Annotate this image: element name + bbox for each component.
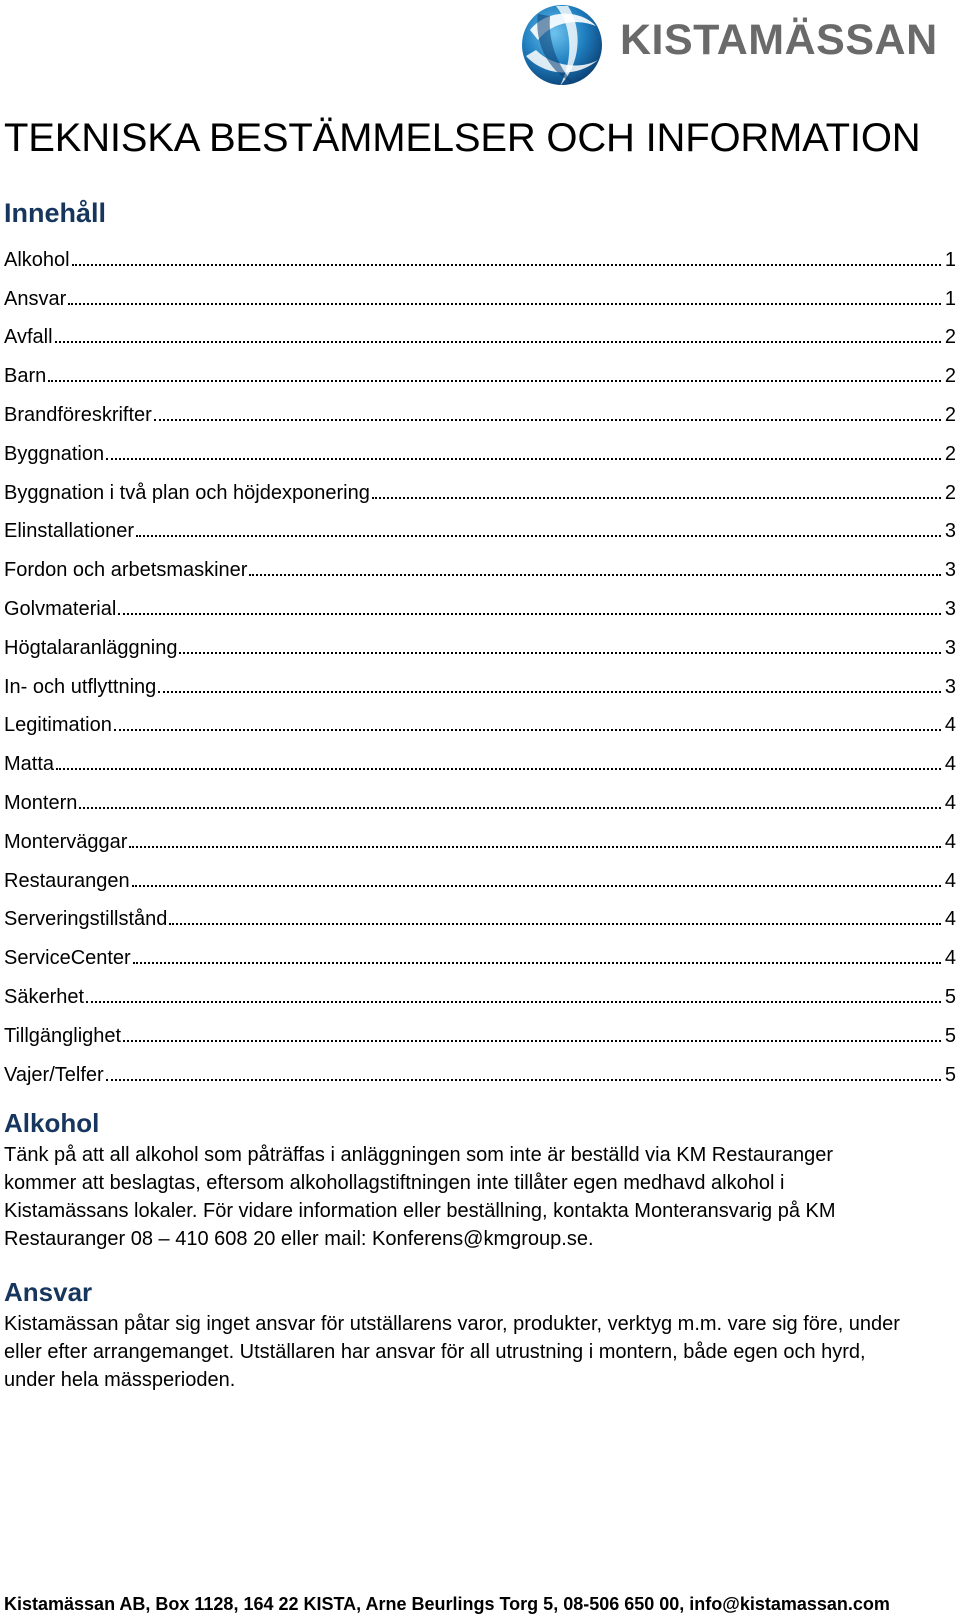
toc-entry-page: 4 [944,753,956,776]
toc-heading: Innehåll [4,198,107,228]
toc-entry-page: 1 [944,248,956,271]
toc-entry-label: Avfall [4,326,53,349]
toc-entry-label: Monterväggar [4,830,128,853]
toc-dot-leader [154,419,941,421]
logo-wordmark: KISTAMÄSSAN [620,16,938,64]
toc-entry[interactable] [4,971,956,1010]
toc-entry-page: 2 [944,365,956,388]
toc-entry[interactable] [4,389,956,428]
toc-entry-page: 5 [944,1024,956,1047]
toc-entry-label: Elinstallationer [4,520,135,543]
toc-entry[interactable] [4,428,956,467]
toc-entry-label: Ansvar [4,287,67,310]
text-line: Kistamässan påtar sig inget ansvar för utställarens varor, produkter, verktyg m.m. vare sig före, under [4,1313,900,1335]
toc-dot-leader [106,1079,941,1081]
toc-entry-page: 5 [944,985,956,1008]
page-footer: Kistamässan AB, Box 1128, 164 22 KISTA, Arne Beurlings Torg 5, 08-506 650 00, info@kistamassan.com [4,1594,890,1614]
toc-entry-label: ServiceCenter [4,947,131,970]
toc-entry-label: Alkohol [4,248,70,271]
toc-entry[interactable] [4,506,956,545]
toc-dot-leader [158,691,941,693]
toc-entry[interactable] [4,738,956,777]
toc-dot-leader [106,458,941,460]
toc-entry-page: 4 [944,714,956,737]
text-line: under hela mässperioden. [4,1369,236,1391]
text-line: Kistamässans lokaler. För vidare information eller beställning, kontakta Monteransvarig på KM [4,1200,836,1222]
toc-entry-label: Legitimation [4,714,112,737]
toc-entry[interactable] [4,700,956,739]
toc-entry-label: Fordon och arbetsmaskiner [4,559,248,582]
section-heading-ansvar: Ansvar [4,1277,93,1307]
toc-dot-leader [132,885,941,887]
toc-entry-page: 4 [944,791,956,814]
section-text-ansvar [4,1310,956,1394]
toc-dot-leader [133,962,941,964]
toc-entry-page: 2 [944,481,956,504]
toc-entry-page: 3 [944,559,956,582]
kistamassan-swirl-icon [516,0,608,90]
toc-entry[interactable] [4,467,956,506]
toc-dot-leader [179,652,940,654]
table-of-contents [4,234,956,1088]
toc-entry-page: 2 [944,442,956,465]
toc-entry[interactable] [4,273,956,312]
toc-entry-label: Restaurangen [4,869,130,892]
toc-entry-page: 1 [944,287,956,310]
toc-entry[interactable] [4,312,956,351]
toc-entry-label: Matta [4,753,55,776]
toc-dot-leader [129,846,940,848]
toc-entry-page: 5 [944,1063,956,1086]
toc-entry[interactable] [4,777,956,816]
section-heading-alkohol: Alkohol [4,1108,100,1138]
toc-entry[interactable] [4,583,956,622]
toc-dot-leader [68,303,941,305]
toc-dot-leader [79,807,941,809]
toc-entry-label: In- och utflyttning [4,675,157,698]
toc-dot-leader [114,729,941,731]
toc-entry-page: 2 [944,326,956,349]
toc-entry-label: Byggnation i två plan och höjdexponering [4,481,370,504]
toc-entry[interactable] [4,544,956,583]
toc-entry-label: Tillgänglighet [4,1024,122,1047]
toc-entry-label: Säkerhet [4,985,85,1008]
toc-entry-label: Montern [4,791,78,814]
toc-dot-leader [86,1001,941,1003]
toc-entry-label: Byggnation [4,442,105,465]
toc-entry-label: Golvmaterial [4,597,117,620]
toc-entry-page: 4 [944,947,956,970]
toc-entry-label: Vajer/Telfer [4,1063,104,1086]
toc-dot-leader [118,613,941,615]
toc-dot-leader [136,535,941,537]
toc-entry[interactable] [4,350,956,389]
toc-entry-page: 4 [944,830,956,853]
document-title: TEKNISKA BESTÄMMELSER OCH INFORMATION [4,116,921,160]
toc-entry[interactable] [4,234,956,273]
toc-entry-page: 2 [944,403,956,426]
text-line: Restauranger 08 – 410 608 20 eller mail: Konferens@kmgroup.se. [4,1228,594,1250]
toc-dot-leader [56,768,941,770]
toc-dot-leader [372,497,941,499]
toc-dot-leader [169,923,940,925]
kistamassan-logo [512,0,960,90]
toc-entry[interactable] [4,894,956,933]
toc-entry-label: Högtalaranläggning [4,636,178,659]
toc-dot-leader [123,1040,941,1042]
toc-entry[interactable] [4,1010,956,1049]
toc-entry[interactable] [4,661,956,700]
section-text-alkohol [4,1141,956,1253]
toc-dot-leader [72,264,941,266]
text-line: eller efter arrangemanget. Utställaren har ansvar för all utrustning i montern, både egen och hyrd, [4,1341,866,1363]
toc-entry[interactable] [4,855,956,894]
toc-entry[interactable] [4,932,956,971]
toc-dot-leader [55,341,941,343]
toc-dot-leader [48,380,941,382]
toc-entry-label: Barn [4,365,47,388]
toc-entry[interactable] [4,1049,956,1088]
toc-entry-page: 4 [944,908,956,931]
toc-entry[interactable] [4,622,956,661]
toc-entry-page: 3 [944,636,956,659]
toc-dot-leader [249,574,940,576]
text-line: Tänk på att all alkohol som påträffas i anläggningen som inte är beställd via KM Restauranger [4,1144,833,1166]
text-line: kommer att beslagtas, eftersom alkohollagstiftningen inte tillåter egen medhavd alkohol i [4,1172,785,1194]
toc-entry[interactable] [4,816,956,855]
toc-entry-label: Brandföreskrifter [4,403,152,426]
toc-entry-label: Serveringstillstånd [4,908,168,931]
toc-entry-page: 3 [944,520,956,543]
toc-entry-page: 4 [944,869,956,892]
toc-entry-page: 3 [944,597,956,620]
toc-entry-page: 3 [944,675,956,698]
